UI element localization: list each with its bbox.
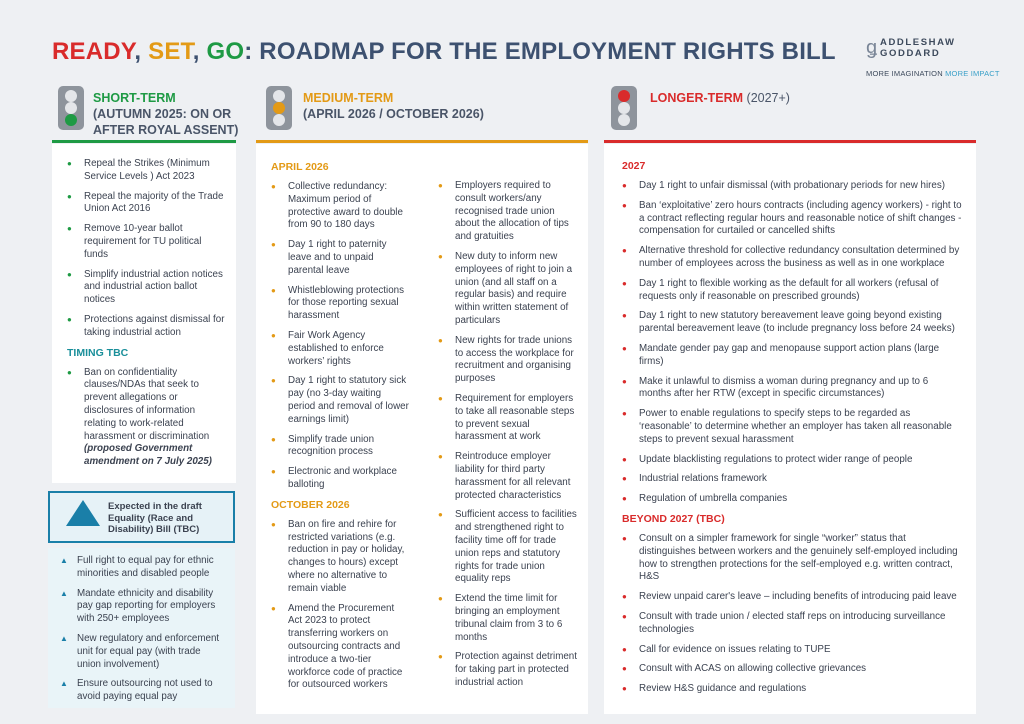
list-item: ● Power to enable regulations to specify steps to be regarded as ‘reasonable’ to determine whether an employer has taken all reasonable steps to prevent sexual harassment xyxy=(622,408,962,446)
list-item: ● Industrial relations framework xyxy=(622,473,962,486)
list-item: ● Mandate gender pay gap and menopause support action plans (large firms) xyxy=(622,343,962,369)
list-item: ● Protections against dismissal for taking industrial action xyxy=(67,314,226,340)
triangle-icon xyxy=(66,500,100,526)
list-item: ● Review unpaid carer's leave – including benefits of introducing paid leave xyxy=(622,591,962,604)
traffic-light-green-icon xyxy=(58,86,84,130)
list-item: ● Repeal the Strikes (Minimum Service Levels ) Act 2023 xyxy=(67,158,226,184)
list-item: ● Update blacklisting regulations to protect wider range of people xyxy=(622,454,962,467)
year-2027-list xyxy=(622,180,962,506)
list-item: ● Fair Work Agency established to enforce workers’ rights xyxy=(271,330,409,368)
longer-term-subtitle: (2027+) xyxy=(743,91,790,105)
logo-tagline xyxy=(866,69,1000,78)
list-item: ● Employers required to consult workers/any recognised trade union about the allocation of tips and gratuities xyxy=(438,180,578,244)
list-item: ▲ Mandate ethnicity and disability pay gap reporting for employers with 250+ employees xyxy=(60,588,227,626)
list-item: ● Extend the time limit for bringing an employment tribunal claim from 3 to 6 months xyxy=(438,593,578,644)
equality-bill-label: Expected in the draft Equality (Race and Disability) Bill (TBC) xyxy=(108,501,202,535)
year-2027-heading: 2027 xyxy=(622,160,646,172)
list-item: ● Electronic and workplace balloting xyxy=(271,466,409,492)
list-item: ● Amend the Procurement Act 2023 to protect transferring workers on outsourcing contracts and introduce a two-tier workforce code of practice for outsourced workers xyxy=(271,603,409,693)
list-item: ● Repeal the majority of the Trade Union Act 2016 xyxy=(67,191,226,217)
medium-term-panel xyxy=(256,144,588,714)
title-sep-1: , xyxy=(134,38,149,65)
logo-mark-icon: ǥ xyxy=(866,37,878,59)
longer-term-panel xyxy=(604,144,976,714)
list-item: ● Ban ‘exploitative’ zero hours contracts (including agency workers) - right to a contract reflecting regular hours and reasonable notice of shift changes - compensation for curtailed or cancelled shifts xyxy=(622,200,962,238)
april-2026-heading: APRIL 2026 xyxy=(271,161,329,173)
list-item: ● Review H&S guidance and regulations xyxy=(622,683,962,696)
short-term-list xyxy=(67,158,226,340)
timing-tbc-heading: TIMING TBC xyxy=(67,346,129,359)
equality-list xyxy=(60,555,227,704)
short-term-bar xyxy=(52,140,236,143)
medium-term-bar xyxy=(256,140,588,143)
longer-term-heading xyxy=(650,90,950,106)
traffic-light-amber-icon xyxy=(266,86,292,130)
longer-term-title: LONGER-TERM xyxy=(650,91,744,105)
list-item: ● Day 1 right to statutory sick pay (no 3-day waiting period and removal of lower earnings limit) xyxy=(271,375,409,426)
medium-term-heading xyxy=(303,90,563,122)
equality-panel xyxy=(48,548,235,708)
equality-bill-box xyxy=(48,491,235,543)
beyond-2027-list xyxy=(622,533,962,696)
list-item: ● Consult on a simpler framework for single “worker” status that distinguishes between workers and the genuinely self-employed including how to strengthen protections for the self-employed e.g. written contract, H&S xyxy=(622,533,962,584)
medium-term-title: MEDIUM-TERM xyxy=(303,91,394,105)
medium-term-subtitle: (APRIL 2026 / OCTOBER 2026) xyxy=(303,107,484,121)
list-item: ● Consult with trade union / elected staff reps on introducing surveillance technologies xyxy=(622,611,962,637)
list-item: ● Day 1 right to flexible working as the default for all workers (refusal of requests only if reasonable on prescribed grounds) xyxy=(622,278,962,304)
timing-list xyxy=(67,367,226,469)
list-item: ● Simplify industrial action notices and industrial action ballot notices xyxy=(67,269,226,307)
medium-right-list xyxy=(438,180,578,690)
list-item: ● Requirement for employers to take all reasonable steps to prevent sexual harassment at work xyxy=(438,393,578,444)
short-term-title: SHORT-TERM xyxy=(93,91,176,105)
list-item: ● Collective redundancy: Maximum period of protective award to double from 90 to 180 days xyxy=(271,181,409,232)
timing-item-note: (proposed Government amendment on 7 July 2025) xyxy=(84,443,212,468)
longer-term-bar xyxy=(604,140,976,143)
list-item: ● Ban on fire and rehire for restricted variations (e.g. reduction in pay or holiday, changes to hours) except where no alternative to remain viable xyxy=(271,519,409,596)
list-item: ● Reintroduce employer liability for third party harassment for all relevant protected characteristics xyxy=(438,451,578,502)
logo-tagline-main: MORE IMAGINATION xyxy=(866,69,943,78)
list-item xyxy=(67,367,226,469)
title-rest: : ROADMAP FOR THE EMPLOYMENT RIGHTS BILL xyxy=(244,38,836,65)
logo-line-2: GODDARD xyxy=(880,48,941,59)
list-item: ● Remove 10-year ballot requirement for TU political funds xyxy=(67,223,226,261)
list-item: ● Regulation of umbrella companies xyxy=(622,493,962,506)
logo-line-1: ADDLESHAW xyxy=(880,37,956,48)
short-term-panel xyxy=(52,144,236,483)
october-2026-list xyxy=(271,519,409,692)
list-item: ● New rights for trade unions to access the workplace for recruitment and organising purposes xyxy=(438,335,578,386)
title-ready: READY xyxy=(52,38,135,65)
list-item: ● Day 1 right to unfair dismissal (with probationary periods for new hires) xyxy=(622,180,962,193)
logo-tagline-accent: MORE IMPACT xyxy=(945,69,1000,78)
list-item: ● Protection against detriment for taking part in protected industrial action xyxy=(438,651,578,689)
short-term-subtitle: (AUTUMN 2025: ON OR AFTER ROYAL ASSENT) xyxy=(93,107,239,137)
list-item: ● Simplify trade union recognition process xyxy=(271,434,409,460)
medium-right-column xyxy=(438,180,578,697)
page-title xyxy=(52,38,836,66)
list-item: ● Make it unlawful to dismiss a woman during pregnancy and up to 6 months after her RTW (except in specific circumstances) xyxy=(622,376,962,402)
title-sep-2: , xyxy=(192,38,207,65)
list-item: ● Alternative threshold for collective redundancy consultation determined by number of employees across the business as well as in one workplace xyxy=(622,245,962,271)
short-term-heading xyxy=(93,90,253,138)
traffic-light-red-icon xyxy=(611,86,637,130)
list-item: ● Consult with ACAS on allowing collective grievances xyxy=(622,663,962,676)
list-item: ● New duty to inform new employees of right to join a union (and all staff on a regular basis) and require within written statement of particulars xyxy=(438,251,578,328)
addleshaw-goddard-logo xyxy=(866,37,1000,78)
list-item: ▲ New regulatory and enforcement unit for equal pay (with trade union involvement) xyxy=(60,633,227,671)
october-2026-heading: OCTOBER 2026 xyxy=(271,498,350,511)
list-item: ▲ Full right to equal pay for ethnic minorities and disabled people xyxy=(60,555,227,581)
list-item: ● Day 1 right to new statutory bereavement leave going beyond existing parental bereavement leave (to include pregnancy loss before 24 weeks) xyxy=(622,310,962,336)
timing-item-text: Ban on confidentiality clauses/NDAs that seek to prevent allegations or disclosures of information relating to work-related harassment or discrimination xyxy=(84,366,210,442)
title-go: GO xyxy=(206,38,245,65)
list-item: ● Whistleblowing protections for those reporting sexual harassment xyxy=(271,285,409,323)
list-item: ● Call for evidence on issues relating to TUPE xyxy=(622,644,962,657)
beyond-2027-heading: BEYOND 2027 (TBC) xyxy=(622,512,725,525)
medium-left-column xyxy=(271,159,409,699)
april-2026-list xyxy=(271,181,409,492)
list-item: ▲ Ensure outsourcing not used to avoid paying equal pay xyxy=(60,678,227,704)
title-set: SET xyxy=(148,38,193,65)
list-item: ● Sufficient access to facilities and strengthened right to facility time off for trade union reps and statutory rights for trade union equality reps xyxy=(438,509,578,586)
list-item: ● Day 1 right to paternity leave and to unpaid parental leave xyxy=(271,239,409,277)
